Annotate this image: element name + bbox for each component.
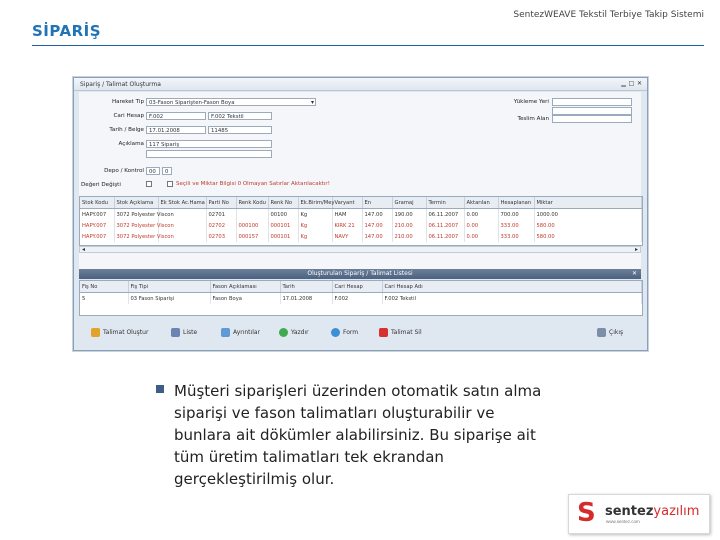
table-cell: 000101 [268,231,298,242]
cari-code-field[interactable]: F.002 [146,112,206,120]
stock-grid[interactable] [79,196,643,246]
table-cell: 147.00 [362,220,392,231]
table-cell: HAPY.007 [80,220,114,231]
slide-title: SİPARİŞ [32,22,102,40]
delete-icon [379,328,388,337]
table-cell: 0.00 [464,209,498,221]
table-cell: Kg [298,209,332,221]
table-cell: Kg [298,231,332,242]
app-caption: SentezWEAVE Tekstil Terbiye Takip Sistemi [513,10,704,20]
slide-header [0,0,720,50]
grid-header[interactable]: Parti No [206,197,236,209]
table-row[interactable] [80,231,642,242]
table-cell: 5 [80,293,128,305]
sentez-logo [568,494,710,534]
table-cell: 02701 [206,209,236,221]
list-label: Liste [183,329,198,336]
depo-field[interactable]: 00 [146,167,160,175]
aciklama-field[interactable]: 117 Sipariş [146,140,272,148]
window-titlebar [74,78,647,91]
list-header[interactable]: Fiş Tipi [128,281,210,293]
created-orders-list[interactable] [79,280,643,316]
table-cell: 06.11.2007 [426,220,464,231]
grid-header[interactable]: Ek Stok Ac.Hama [158,197,206,209]
print-button[interactable] [279,327,309,339]
close-icon[interactable]: ✕ [636,80,643,87]
grid-header[interactable]: Aktarılan [464,197,498,209]
depo-label: Depo / Kontrol [104,168,144,174]
table-cell: 06.11.2007 [426,209,464,221]
teslim-field[interactable] [552,115,632,123]
grid-header[interactable]: Varyant [332,197,362,209]
form-icon [331,328,340,337]
exit-label: Çıkış [609,329,624,336]
logo-url: www.sentez.com [606,519,640,524]
table-cell [236,209,268,221]
description-text: Müşteri siparişleri üzerinden otomatik satın alma siparişi ve fason talimatları oluşturabilir ve bunlara ait dökümler alabilirsiniz. Bu siparişe ait tüm üretim talimatları tek ekrandan gerçekleştirilmiş olur. [174,382,542,488]
list-header[interactable]: Fason Açıklaması [210,281,280,293]
table-cell: NAVY [332,231,362,242]
table-cell: 580.00 [534,231,642,242]
degisti-label: Değeri Değişti [81,182,121,188]
create-order-label: Talimat Oluştur [103,329,149,336]
grid-header[interactable]: Miktar [534,197,642,209]
yukleme-field[interactable] [552,98,632,106]
exit-icon [597,328,606,337]
logo-brand: sentez [605,504,654,519]
exit-button[interactable] [597,327,623,339]
table-cell: HAM [332,209,362,221]
aciklama-field-2[interactable] [146,150,272,158]
table-cell: 000100 [236,220,268,231]
yukleme-label: Yükleme Yeri [513,99,549,105]
table-cell: F.002 Tekstil [382,293,642,305]
table-cell: 0.00 [464,220,498,231]
table-cell: 3072 Polyester Viscon [114,220,158,231]
grid-header[interactable]: Stok Kodu [80,197,114,209]
delete-order-button[interactable] [379,327,422,339]
cari-name-field[interactable]: F.002 Tekstil [208,112,272,120]
table-cell: 00100 [268,209,298,221]
table-row[interactable] [80,220,642,231]
form-label: Form [343,329,359,336]
bullet-icon [156,385,164,393]
print-icon [279,328,288,337]
list-header[interactable]: Fiş No [80,281,128,293]
table-cell: 147.00 [362,231,392,242]
create-order-button[interactable] [91,327,148,339]
degisti-checkbox[interactable] [146,181,152,187]
table-cell: 3072 Polyester Viscon [114,231,158,242]
grid-header[interactable]: Hesaplanan [498,197,534,209]
warning-text: Seçili ve Miktar Bilgisi 0 Olmayan Satırlar Aktarılacaktır! [176,181,330,187]
list-header[interactable]: Cari Hesap Adı [382,281,642,293]
table-cell: 17.01.2008 [280,293,332,305]
table-cell: 000101 [268,220,298,231]
list-titlebar [79,269,641,279]
table-cell: 580.00 [534,220,642,231]
table-cell: HAPY.007 [80,231,114,242]
title-divider [32,45,704,46]
cari-label: Cari Hesap [113,113,144,119]
table-row[interactable] [80,293,642,305]
maximize-icon[interactable]: □ [628,80,635,87]
table-cell: 333.00 [498,220,534,231]
grid-header[interactable]: Renk No [268,197,298,209]
grid-header[interactable]: En [362,197,392,209]
table-cell: KIRK 21 [332,220,362,231]
logo-mark-icon: S [577,498,596,528]
details-button[interactable] [221,327,260,339]
table-cell: 147.00 [362,209,392,221]
table-cell: 3072 Polyester Viscon [114,209,158,221]
grid-header[interactable]: Gramaj [392,197,426,209]
select-all-checkbox[interactable] [167,181,173,187]
table-cell: 333.00 [498,231,534,242]
print-label: Yazdır [291,329,309,336]
teslim-label: Teslim Alan [517,116,549,122]
grid-horizontal-scrollbar[interactable] [79,246,641,253]
table-cell: 0.00 [464,231,498,242]
tarih-field[interactable]: 17.01.2008 [146,126,206,134]
list-button[interactable] [171,327,197,339]
logo-wordmark [605,504,699,519]
form-button[interactable] [331,327,358,339]
table-cell: 190.00 [392,209,426,221]
hareket-select[interactable]: 03-Fason Siparişten-Fason Boya ▾ [146,98,316,106]
grid-header[interactable]: Termin [426,197,464,209]
logo-brand-suffix: yazılım [653,504,700,519]
yukleme-field-2[interactable] [552,107,632,115]
table-cell: 000157 [236,231,268,242]
grid-header[interactable]: Ek.Birim/Mey [298,197,332,209]
table-cell: HAPY.007 [80,209,114,221]
list-title: Oluşturulan Sipariş / Talimat Listesi [307,270,413,277]
delete-order-label: Talimat Sil [391,329,422,336]
table-cell: Fason Boya [210,293,280,305]
table-cell: 02702 [206,220,236,231]
table-cell: 06.11.2007 [426,231,464,242]
table-cell: 210.00 [392,220,426,231]
aciklama-label: Açıklama [118,141,144,147]
window-title: Sipariş / Talimat Oluşturma [80,81,161,88]
grid-header[interactable]: Renk Kodu [236,197,268,209]
minimize-icon[interactable]: ▁ [621,80,626,87]
table-cell: 02703 [206,231,236,242]
grid-header[interactable]: Stok Açıklama [114,197,158,209]
table-cell: Kg [298,220,332,231]
list-header[interactable]: Cari Hesap [332,281,382,293]
table-cell: F.002 [332,293,382,305]
app-window-screenshot [73,77,648,351]
details-label: Ayrıntılar [233,329,261,336]
table-cell: 210.00 [392,231,426,242]
table-row[interactable] [80,209,642,221]
bottom-toolbar [79,322,641,344]
table-cell: 1000.00 [534,209,642,221]
table-cell: 03 Fason Siparişi [128,293,210,305]
list-icon [171,328,180,337]
create-icon [91,328,100,337]
control-field[interactable]: 0 [162,167,172,175]
table-cell: 700.00 [498,209,534,221]
tarih-label: Tarih / Belge [109,127,144,133]
list-close-icon[interactable]: ✕ [631,270,637,277]
belge-field[interactable]: 11485 [208,126,272,134]
details-icon [221,328,230,337]
hareket-label: Hareket Tip [111,99,144,105]
list-header[interactable]: Tarih [280,281,332,293]
